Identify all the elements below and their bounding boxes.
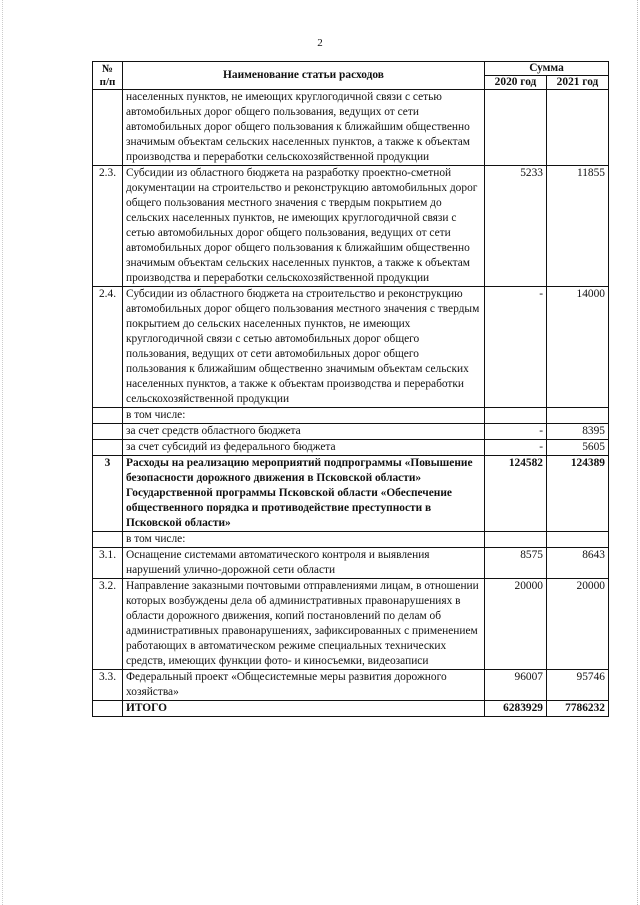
header-num: № п/п — [93, 62, 123, 90]
row-value-2021: 8395 — [547, 424, 609, 440]
row-name: Оснащение системами автоматического контроля и выявления нарушений улично-дорожной сети области — [123, 548, 485, 579]
row-num: 2.3. — [93, 166, 123, 287]
row-value-2020 — [485, 408, 547, 424]
scan-edge-right — [636, 0, 638, 905]
row-value-2020 — [485, 532, 547, 548]
table-row-total — [93, 701, 609, 717]
row-value-2021: 20000 — [547, 579, 609, 670]
table-row — [93, 579, 609, 670]
table-row — [93, 408, 609, 424]
row-num: 3.2. — [93, 579, 123, 670]
row-value-2021: 14000 — [547, 287, 609, 408]
row-num: 3 — [93, 456, 123, 532]
row-value-2020: 5233 — [485, 166, 547, 287]
table-row — [93, 532, 609, 548]
header-year-2020: 2020 год — [485, 76, 547, 90]
row-value-2021: 5605 — [547, 440, 609, 456]
row-value-2020: - — [485, 287, 547, 408]
row-name: ИТОГО — [123, 701, 485, 717]
table-row — [93, 456, 609, 532]
header-sum: Сумма — [485, 62, 609, 76]
row-value-2021 — [547, 408, 609, 424]
row-value-2021: 8643 — [547, 548, 609, 579]
row-value-2020: - — [485, 440, 547, 456]
row-name: в том числе: — [123, 532, 485, 548]
row-name: за счет средств областного бюджета — [123, 424, 485, 440]
row-num — [93, 532, 123, 548]
row-num: 3.3. — [93, 670, 123, 701]
expenses-table — [92, 61, 609, 717]
table-row — [93, 424, 609, 440]
row-value-2020: 20000 — [485, 579, 547, 670]
header-name: Наименование статьи расходов — [123, 62, 485, 90]
row-value-2020: 6283929 — [485, 701, 547, 717]
scan-edge-left — [2, 0, 4, 905]
row-value-2021: 11855 — [547, 166, 609, 287]
row-value-2021: 7786232 — [547, 701, 609, 717]
row-value-2021: 124389 — [547, 456, 609, 532]
row-num — [93, 90, 123, 166]
table-row — [93, 90, 609, 166]
table-row — [93, 548, 609, 579]
page-number: 2 — [317, 37, 323, 49]
row-name: Расходы на реализацию мероприятий подпрограммы «Повышение безопасности дорожного движения в Псковской области» Государственной программы Псковской области «Обеспечение общественного порядка и противодействие преступности в Псковской области» — [123, 456, 485, 532]
table-row — [93, 287, 609, 408]
row-value-2020: 8575 — [485, 548, 547, 579]
row-num: 2.4. — [93, 287, 123, 408]
row-num — [93, 408, 123, 424]
table-row — [93, 440, 609, 456]
row-value-2020: 124582 — [485, 456, 547, 532]
row-value-2021 — [547, 532, 609, 548]
row-name: Направление заказными почтовыми отправлениями лицам, в отношении которых возбуждены дела об административных правонарушениях в области дорожного движения, копий постановлений по делам об административных правонарушениях, зафиксированных с применением работающих в автоматическом режиме специальных технических средств, имеющих функции фото- и киносъемки, видеозаписи — [123, 579, 485, 670]
table-row — [93, 670, 609, 701]
row-name: Федеральный проект «Общесистемные меры развития дорожного хозяйства» — [123, 670, 485, 701]
header-year-2021: 2021 год — [547, 76, 609, 90]
row-value-2021 — [547, 90, 609, 166]
row-name: населенных пунктов, не имеющих круглогодичной связи с сетью автомобильных дорог общего пользования, ведущих от сети автомобильных дорог общего пользования к ближайшим общественно значимым объектам сельских населенных пунктов, а также к объектам производства и переработки сельскохозяйственной продукции — [123, 90, 485, 166]
row-name: за счет субсидий из федерального бюджета — [123, 440, 485, 456]
row-num: 3.1. — [93, 548, 123, 579]
row-name: Субсидии из областного бюджета на строительство и реконструкцию автомобильных дорог общего пользования местного значения с твердым покрытием до сельских населенных пунктов, не имеющих круглогодичной связи с сетью автомобильных дорог общего пользования, ведущих от сети автомобильных дорог общего пользования к ближайшим общественно значимым объектам сельских населенных пунктов, а также к объектам производства и переработки сельскохозяйственной продукции — [123, 287, 485, 408]
row-name: Субсидии из областного бюджета на разработку проектно-сметной документации на строительство и реконструкцию автомобильных дорог общего пользования местного значения с твердым покрытием до сельских населенных пунктов, не имеющих круглогодичной связи с сетью автомобильных дорог общего пользования, ведущих от сети автомобильных дорог общего пользования к ближайшим общественно значимым объектам сельских населенных пунктов, а также к объектам производства и переработки сельскохозяйственной продукции — [123, 166, 485, 287]
row-value-2021: 95746 — [547, 670, 609, 701]
row-value-2020: - — [485, 424, 547, 440]
row-num — [93, 440, 123, 456]
row-name: в том числе: — [123, 408, 485, 424]
row-value-2020 — [485, 90, 547, 166]
row-value-2020: 96007 — [485, 670, 547, 701]
row-num — [93, 424, 123, 440]
table-row — [93, 166, 609, 287]
row-num — [93, 701, 123, 717]
